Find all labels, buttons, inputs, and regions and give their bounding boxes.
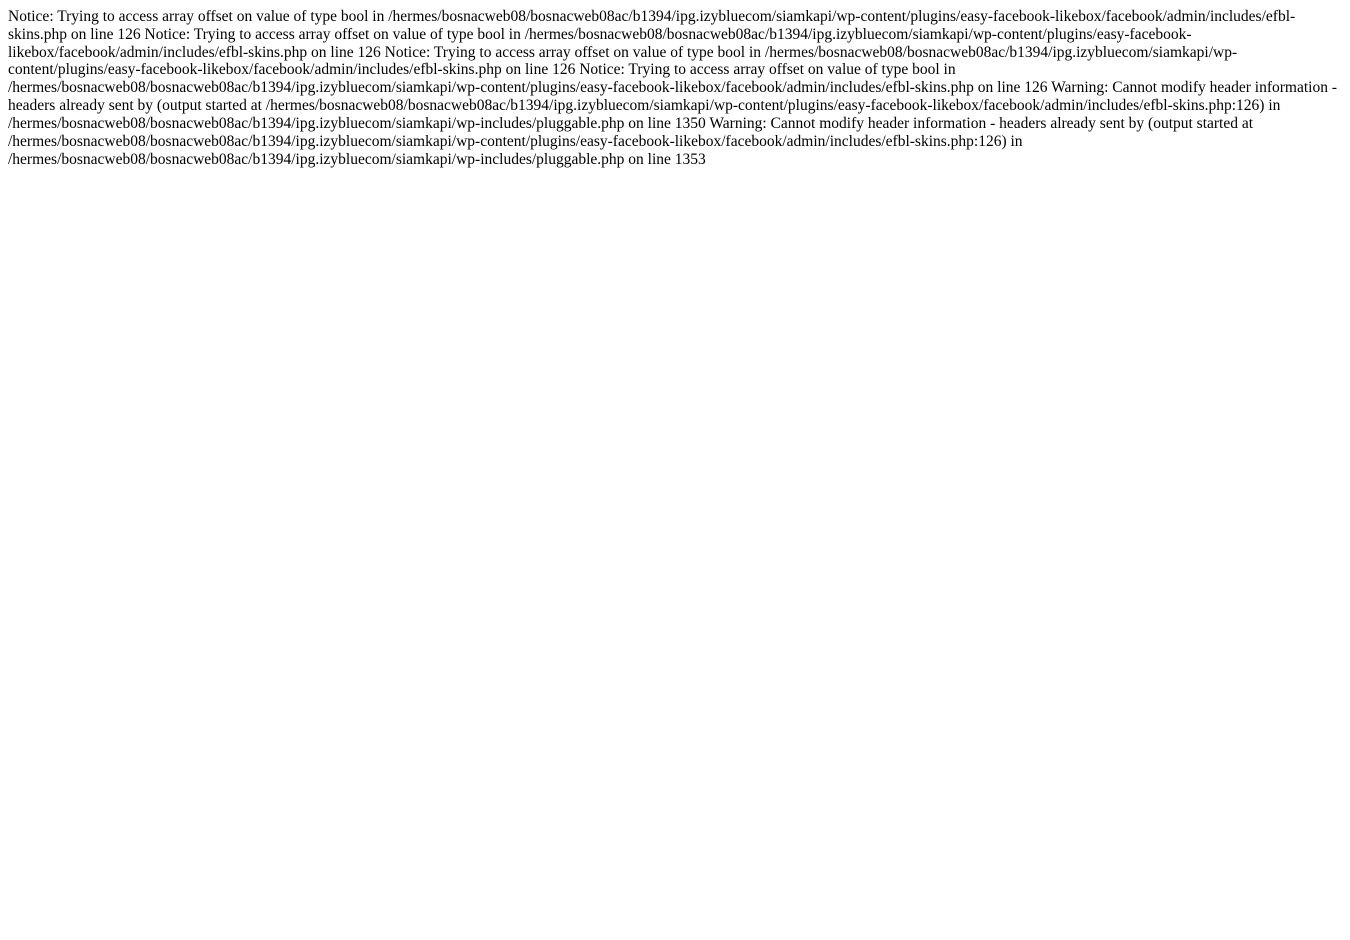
php-notice-message: Notice: Trying to access array offset on value of type bool in /hermes/bosnacweb08/bosnacweb08ac/b1394/ipg.izybluecom/siamkapi/wp-content/plugins/easy-facebook-likebox/facebook/admin/includes/efbl-skins.php on line 126 (8, 25, 1192, 61)
php-warning-message: Warning: Cannot modify header information - headers already sent by (output started at /hermes/bosnacweb08/bosnacweb08ac/b1394/ipg.izybluecom/siamkapi/wp-content/plugins/easy-facebook-likebox/facebook/admin/includes/efbl-skins.php:126) in /hermes/bosnacweb08/bosnacweb08ac/b1394/ipg.izybluecom/siamkapi/wp-includes/pluggable.php on line 1350 (8, 79, 1337, 132)
php-error-log (0, 0, 1350, 168)
php-notice-message: Notice: Trying to access array offset on value of type bool in /hermes/bosnacweb08/bosnacweb08ac/b1394/ipg.izybluecom/siamkapi/wp-content/plugins/easy-facebook-likebox/facebook/admin/includes/efbl-skins.php on line 126 (8, 8, 1296, 43)
php-notice-message: Notice: Trying to access array offset on value of type bool in /hermes/bosnacweb08/bosnacweb08ac/b1394/ipg.izybluecom/siamkapi/wp-content/plugins/easy-facebook-likebox/facebook/admin/includes/efbl-skins.php on line 126 (8, 61, 1048, 97)
php-notice-message: Notice: Trying to access array offset on value of type bool in /hermes/bosnacweb08/bosnacweb08ac/b1394/ipg.izybluecom/siamkapi/wp-content/plugins/easy-facebook-likebox/facebook/admin/includes/efbl-skins.php on line 126 (8, 43, 1238, 79)
php-warning-message: Warning: Cannot modify header information - headers already sent by (output started at /hermes/bosnacweb08/bosnacweb08ac/b1394/ipg.izybluecom/siamkapi/wp-content/plugins/easy-facebook-likebox/facebook/admin/includes/efbl-skins.php:126) in /hermes/bosnacweb08/bosnacweb08ac/b1394/ipg.izybluecom/siamkapi/wp-includes/pluggable.php on line 1353 (8, 114, 1254, 168)
